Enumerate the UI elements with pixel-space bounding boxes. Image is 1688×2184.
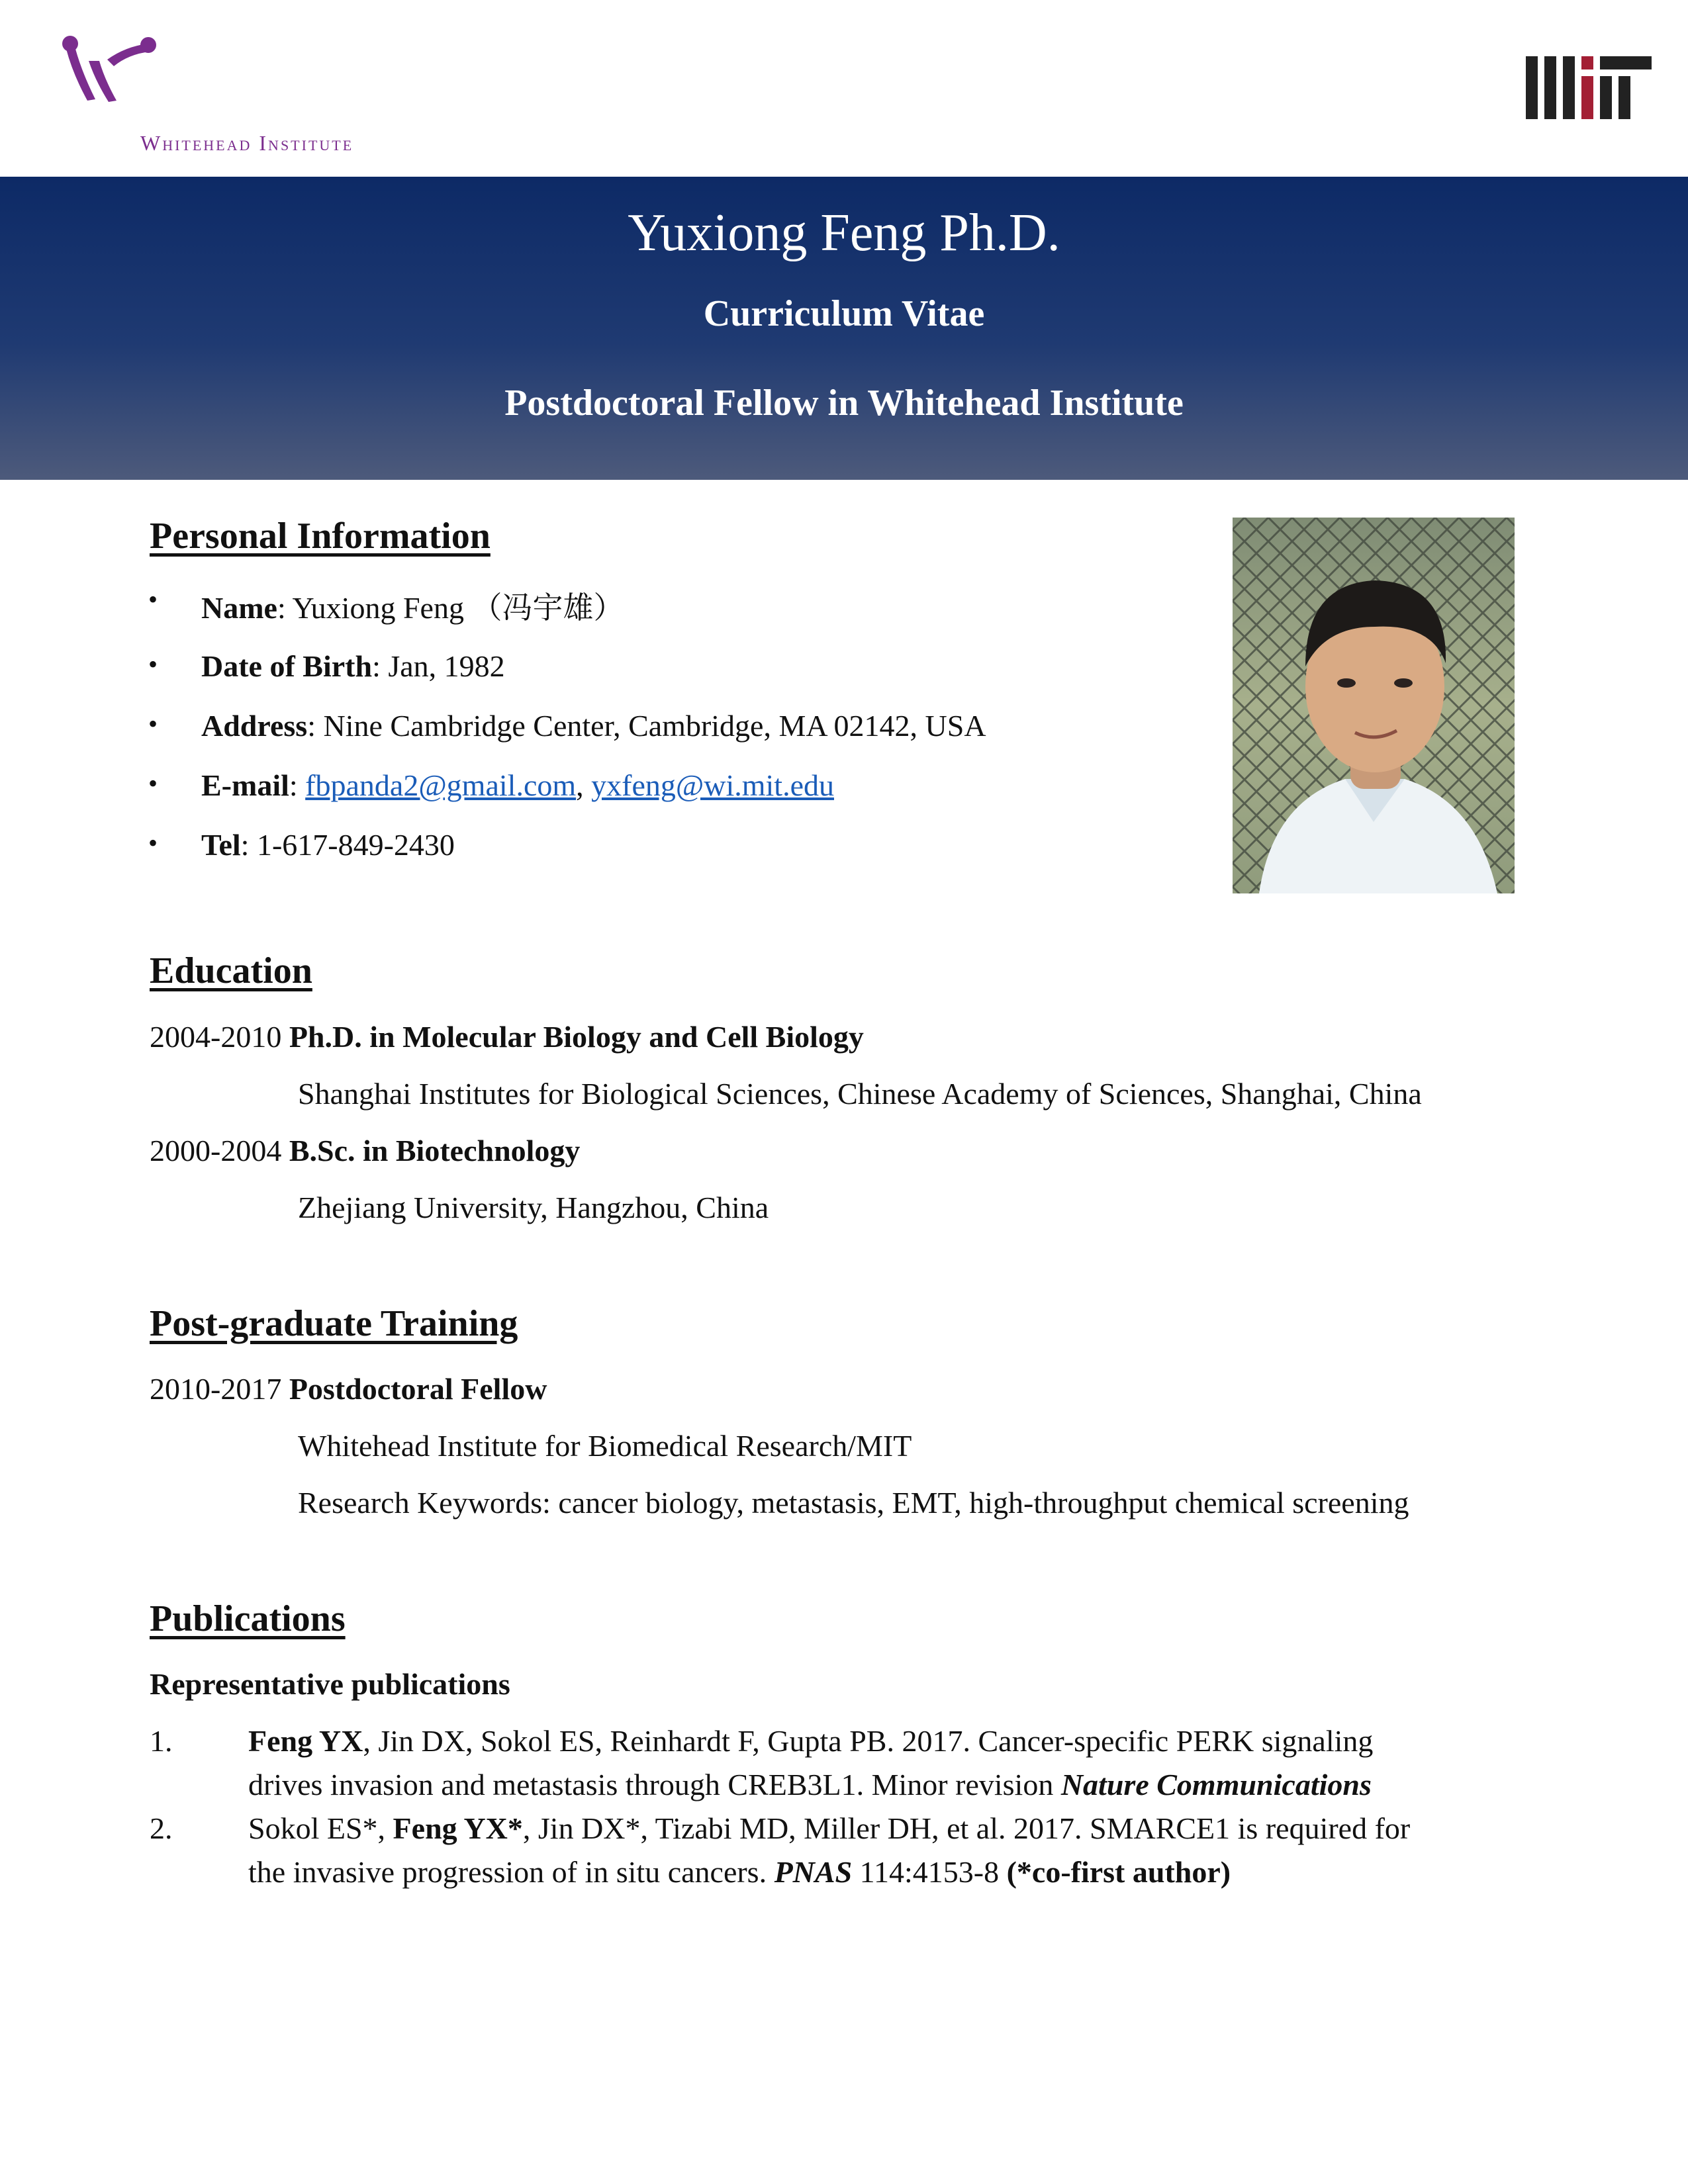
publication-number: 2. xyxy=(150,1811,173,1845)
bullet-icon: • xyxy=(148,649,158,679)
field-label: E-mail xyxy=(201,768,289,802)
personal-info-address: • Address: Nine Cambridge Center, Cambridge, MA 02142, USA xyxy=(148,709,986,743)
publication-journal: PNAS xyxy=(774,1855,853,1889)
bullet-icon: • xyxy=(148,709,158,739)
personal-info-name: • Name: Yuxiong Feng （冯宇雄） xyxy=(148,584,624,625)
whitehead-w-mark-icon xyxy=(61,34,160,107)
publication-text: Sokol ES*, xyxy=(248,1811,393,1845)
education-institution: Shanghai Institutes for Biological Sciences, Chinese Academy of Sciences, Shanghai, China xyxy=(298,1077,1422,1111)
publication-text: , Jin DX*, Tizabi MD, Miller DH, et al. 2017. SMARCE1 is required for xyxy=(522,1811,1411,1845)
cv-subtitle: Curriculum Vitae xyxy=(703,293,985,334)
email-link-wi[interactable]: yxfeng@wi.mit.edu xyxy=(591,768,834,802)
profile-photo xyxy=(1233,518,1515,893)
training-role: Postdoctoral Fellow xyxy=(289,1372,547,1406)
education-institution: Zhejiang University, Hangzhou, China xyxy=(298,1191,769,1224)
publication-1-line-1 xyxy=(248,1723,1373,1758)
whitehead-logo-text: Whitehead Institute xyxy=(140,131,354,155)
bullet-icon: • xyxy=(148,584,158,614)
header-banner xyxy=(0,177,1688,480)
mit-logo xyxy=(1509,3,1665,172)
publication-2-line-2 xyxy=(248,1854,1231,1889)
publication-journal: Nature Communications xyxy=(1060,1768,1372,1801)
bullet-icon: • xyxy=(148,768,158,798)
training-institution: Whitehead Institute for Biomedical Research/MIT xyxy=(298,1429,912,1463)
publications-subheading: Representative publications xyxy=(150,1667,510,1701)
publication-number: 1. xyxy=(150,1724,173,1758)
field-label: Tel xyxy=(201,828,241,862)
publication-1-line-2 xyxy=(248,1767,1372,1802)
education-years: 2000-2004 xyxy=(150,1134,282,1167)
bullet-icon: • xyxy=(148,828,158,858)
field-value: Yuxiong Feng （冯宇雄） xyxy=(292,591,624,625)
education-entry-bsc xyxy=(150,1133,580,1168)
personal-info-email: • E-mail: fbpanda2@gmail.com, yxfeng@wi.mit.edu xyxy=(148,768,834,802)
publication-text: , Jin DX, Sokol ES, Reinhardt F, Gupta PB. 2017. Cancer-specific PERK signaling xyxy=(363,1724,1374,1758)
email-link-gmail[interactable]: fbpanda2@gmail.com xyxy=(305,768,577,802)
field-value: Nine Cambridge Center, Cambridge, MA 02142, USA xyxy=(323,709,986,743)
publication-2-line-1 xyxy=(248,1811,1410,1846)
field-label: Name xyxy=(201,591,277,625)
publication-author-highlight: Feng YX* xyxy=(393,1811,523,1845)
training-heading: Post-graduate Training xyxy=(150,1303,518,1344)
publication-note: (*co-first author) xyxy=(1006,1855,1231,1889)
field-value: Jan, 1982 xyxy=(388,649,505,683)
education-years: 2004-2010 xyxy=(150,1020,282,1054)
training-keywords: Research Keywords: cancer biology, metastasis, EMT, high-throughput chemical screening xyxy=(298,1486,1409,1520)
training-years: 2010-2017 xyxy=(150,1372,282,1406)
publication-text: drives invasion and metastasis through CREB3L1. Minor revision xyxy=(248,1768,1061,1801)
personal-info-dob: • Date of Birth: Jan, 1982 xyxy=(148,649,505,683)
mit-logo-icon xyxy=(1526,56,1652,119)
publication-text: the invasive progression of in situ cancers. xyxy=(248,1855,774,1889)
education-entry-phd xyxy=(150,1019,864,1054)
personal-info-heading: Personal Information xyxy=(150,516,491,557)
cv-position: Postdoctoral Fellow in Whitehead Institute xyxy=(504,383,1184,424)
field-value: 1-617-849-2430 xyxy=(256,828,455,862)
field-label: Date of Birth xyxy=(201,649,373,683)
whitehead-logo xyxy=(61,34,432,167)
education-degree: B.Sc. in Biotechnology xyxy=(289,1134,581,1167)
field-label: Address xyxy=(201,709,308,743)
training-entry xyxy=(150,1371,547,1406)
publications-heading: Publications xyxy=(150,1598,346,1639)
cv-name: Yuxiong Feng Ph.D. xyxy=(628,204,1060,262)
publication-author-highlight: Feng YX xyxy=(248,1724,363,1758)
education-degree: Ph.D. in Molecular Biology and Cell Biology xyxy=(289,1020,864,1054)
education-heading: Education xyxy=(150,950,312,991)
personal-info-tel: • Tel: 1-617-849-2430 xyxy=(148,828,455,862)
publication-text: 114:4153-8 xyxy=(852,1855,1007,1889)
